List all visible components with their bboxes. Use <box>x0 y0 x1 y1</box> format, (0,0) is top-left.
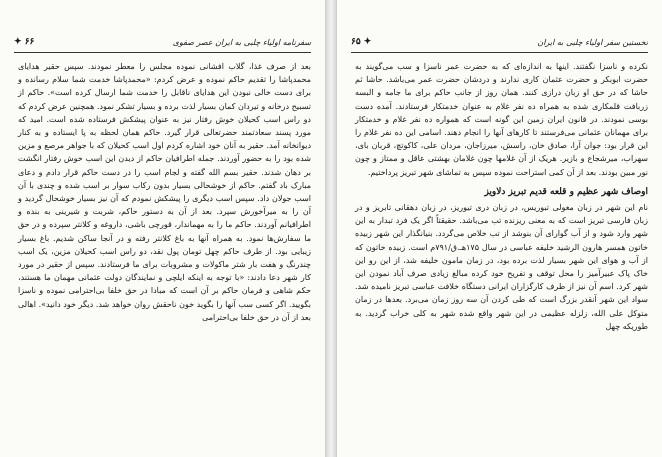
left-page-number: ۶۶ ✦ <box>14 37 35 47</box>
right-paragraph-2: نام این شهر در زبان مغولی تبوریس، در زبان دری تیوریز، در زبان دهقانی تابریز و در زبان فارسی تبریز است که به معنی ریزنده تب می‌باشد. حقیقتاً اگر یک فرد تبدار به این شهر وارد شود و از آب گوارای آن بنوشد از تب خلاص می‌گردد. بنیانگذار این شهر زبیده خاتون همسر هارون الرشید خلیفه عباسی در سال ۱۷۵هـ.ق/۷۹۱م است. زبیده خاتون که از آب و هوای این شهر بسیار لذت برده بود، در زمان مامون خلیفه شد، از این رو این خاک پاک عبیرآمیز را محل توقف و تفریح خود کرده مبالغ زیادی صرف آباد نمودن این شهر کرد. اسم آن نیز از طرف کارگزاران ایرانی دستگاه خلافت عباسی تبریز نامیده شد. سواد این شهر آنقدر بزرگ است که طی کردن آن سه روز زمان می‌برد. بعدها در زمان متوکل علی الله، زلزله عظیمی در این شهر واقع شده شهر به کلی خراب گردید. به طوریکه چهل <box>355 203 648 331</box>
left-page-header <box>14 38 311 53</box>
right-page-header <box>351 38 648 53</box>
right-page <box>336 0 662 457</box>
left-paragraph: بعد از صرف غذا، گلاب افشانی نموده مجلس را معطر نمودند. سپس حقیر هدایای محمدپاشا را تقدیم حاکم نموده و عرض کردم: «محمدپاشا خدمت شما سلام رسانده و برای دست خالی نبودن این هدایای ناقابل را خدمت شما ارسال کرده است». حاکم از تسبیح درخانه و تیردان کمان بسیار لذت برده و بسیار تشکر نمود. همچنین عرض کردم که دو راس اسب کحیلان خوش رفتار نیز به عنوان پیشکش فرستاده شده است. امید که مورد پسند سعادتمند حضرتعالی قرار گیرد. حاکم همان لحظه به پا ایستاده و به کنار دیوانخانه آمد. حقیر به آنان خود اشاره کردم اول اسب کحیلان که با جواهر مرصع و مزین شده بود را به حضور آوردند. جمله اطرافیان حاکم از دیدن این اسب خوش رفتار انگشت بر دهان شدند. حقیر بسم الله گفته و لجام اسب را در دست حاکم قرار دادم و دعای مبارک باد گفتم. حاکم از خوشحالی بسیار بدون رکاب سوار بر اسب شده و چندی با آن اسب جولان داد. سپس اسب دیگری را پیشکش نمودم که آن نیز بسیار خوشحال گردید و آن را به میرآخورش سپرد. بعد از آن به دستور حاکم، شربت و شیرینی به بنده و اطرافیانم آوردند. حاکم ما را به مهماندار، قورچی باشی، داروغه و کلانتر سپرده و در حق ما سفارش‌ها نمود. به همراه آنها به باغ کلانتر رفته و در آنجا ساکن شدیم. باغ بسیار زیبایی بود. از طرف حاکم چهل تومان پول نقد، دو راس اسب کحیلان مزین، یک اسب چندرنگ و هفت بار شتر ماکولات و مشروبات برای ما فرستادند. سپس از حقیر در مورد کار شهر دعا دادند: «با توجه به اینکه ایلچی و نمایندگان دولت عثمانی مهمان ما هستند، حکم شاهی و فرمان حاکم بر آن است که مبادا در حق خلفا بی‌احترامی نموده و ناسزا بگویید. اگر کسی سب آنها را بگوید خون ناحقش روان خواهد شد. دیگر خود دانید». اهالی بعد از آن در حق خلفا بی‌احترامی <box>18 62 312 322</box>
left-running-title: سفرنامه اولیاء چلبی به ایران عصر صفوی <box>172 38 311 47</box>
left-page <box>0 0 326 457</box>
right-body-text <box>355 60 648 453</box>
section-heading: اوصاف شهر عظیم و قلعه قدیم تبریز دلاویز <box>484 186 648 197</box>
right-paragraph-1: نکرده و ناسزا نگفتند. اینها به اندازه‌ای که به حضرت عمر ناسزا و سب می‌گویند به حضرت ابوبکر و حضرت عثمان کاری ندارند و دردشان حضرت عمر می‌باشد. حاشا ثم حاشا که در حق او زبان درازی کنند. همان روز از جانب حاکم برای ما جامه و البسه زربافت قلمکاری شده به همراه ده نفر غلام به عنوان خدمتکار فرستادند. آمده دست بوسی نمودند. در قانون ایران زمین این گونه است که همواره ده نفر غلام و خدمتکار برای مهمانان عثمانی می‌فرستند تا کارهای آنها را انجام دهند. اسامی این ده نفر غلام را این قرار بود: جوان آرا، صادق خان، راسش، میرزاجان، مردان علی، کاکوتچ، قربان بای، سهراب، میرشجاع و بازیر. هریک از آن غلامها چون غلامان بهشتی عاقل و ممتاز و چون نور مبین بودند. بعد از آن کمی استراحت نموده سپس به تماشای شهر تبریز پرداختیم. <box>355 62 648 177</box>
book-spine <box>326 0 336 457</box>
left-body-text <box>18 60 311 453</box>
right-page-number: ✦ ۶۵ <box>351 37 372 47</box>
right-running-title: نخستین سفر اولیاء چلبی به ایران <box>537 38 648 47</box>
